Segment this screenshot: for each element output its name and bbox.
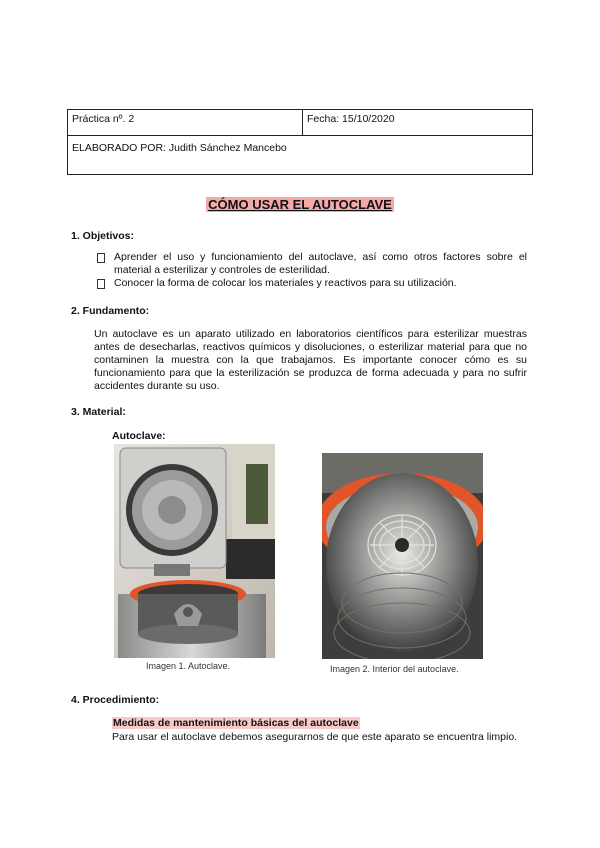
objetivo-text: Aprender el uso y funcionamiento del autoclave, así como otros factores sobre el material a esterilizar y controles de esterilidad. xyxy=(114,251,527,276)
autoclave-photo xyxy=(114,444,275,658)
procedimiento-text: Para usar el autoclave debemos asegurarnos de que este aparato se encuentra limpio. xyxy=(112,731,518,743)
bullet-box-icon xyxy=(97,253,105,263)
document-title-text: CÓMO USAR EL AUTOCLAVE xyxy=(208,197,392,212)
fundamento-text: Un autoclave es un aparato utilizado en laboratorios científicos para esterilizar muestras antes de desecharlas, reactivos químicos y disoluciones, o esterilizar material para que no contaminen la muestra con la que trabajamos. Es importante conocer cómo es su funcionamiento para que la esterilización se produzca de forma adecuada y para no sufrir accidentes durante su uso. xyxy=(94,328,527,392)
bullet-box-icon xyxy=(97,279,105,289)
subheading-mantenimiento xyxy=(112,717,360,729)
heading-objetivos: 1. Objetivos: xyxy=(71,230,135,242)
subheading-mantenimiento-text: Medidas de mantenimiento básicas del autoclave xyxy=(113,717,359,729)
caption-image2: Imagen 2. Interior del autoclave. xyxy=(330,664,459,674)
fecha-cell: Fecha: 15/10/2020 xyxy=(303,110,533,136)
objetivo-item xyxy=(95,251,527,277)
document-title xyxy=(0,197,600,212)
heading-fundamento: 2. Fundamento: xyxy=(71,305,150,317)
objetivos-list xyxy=(95,251,527,290)
elaborado-cell: ELABORADO POR: Judith Sánchez Mancebo xyxy=(68,136,533,175)
subheading-autoclave: Autoclave: xyxy=(112,430,166,442)
header-table xyxy=(67,109,533,175)
objetivo-item xyxy=(95,277,527,290)
caption-image1: Imagen 1. Autoclave. xyxy=(146,661,231,671)
objetivo-text: Conocer la forma de colocar los materiales y reactivos para su utilización. xyxy=(114,277,457,289)
heading-material: 3. Material: xyxy=(71,406,126,418)
practica-cell: Práctica nº. 2 xyxy=(68,110,303,136)
heading-procedimiento: 4. Procedimiento: xyxy=(71,694,160,706)
autoclave-interior-photo xyxy=(322,453,483,659)
